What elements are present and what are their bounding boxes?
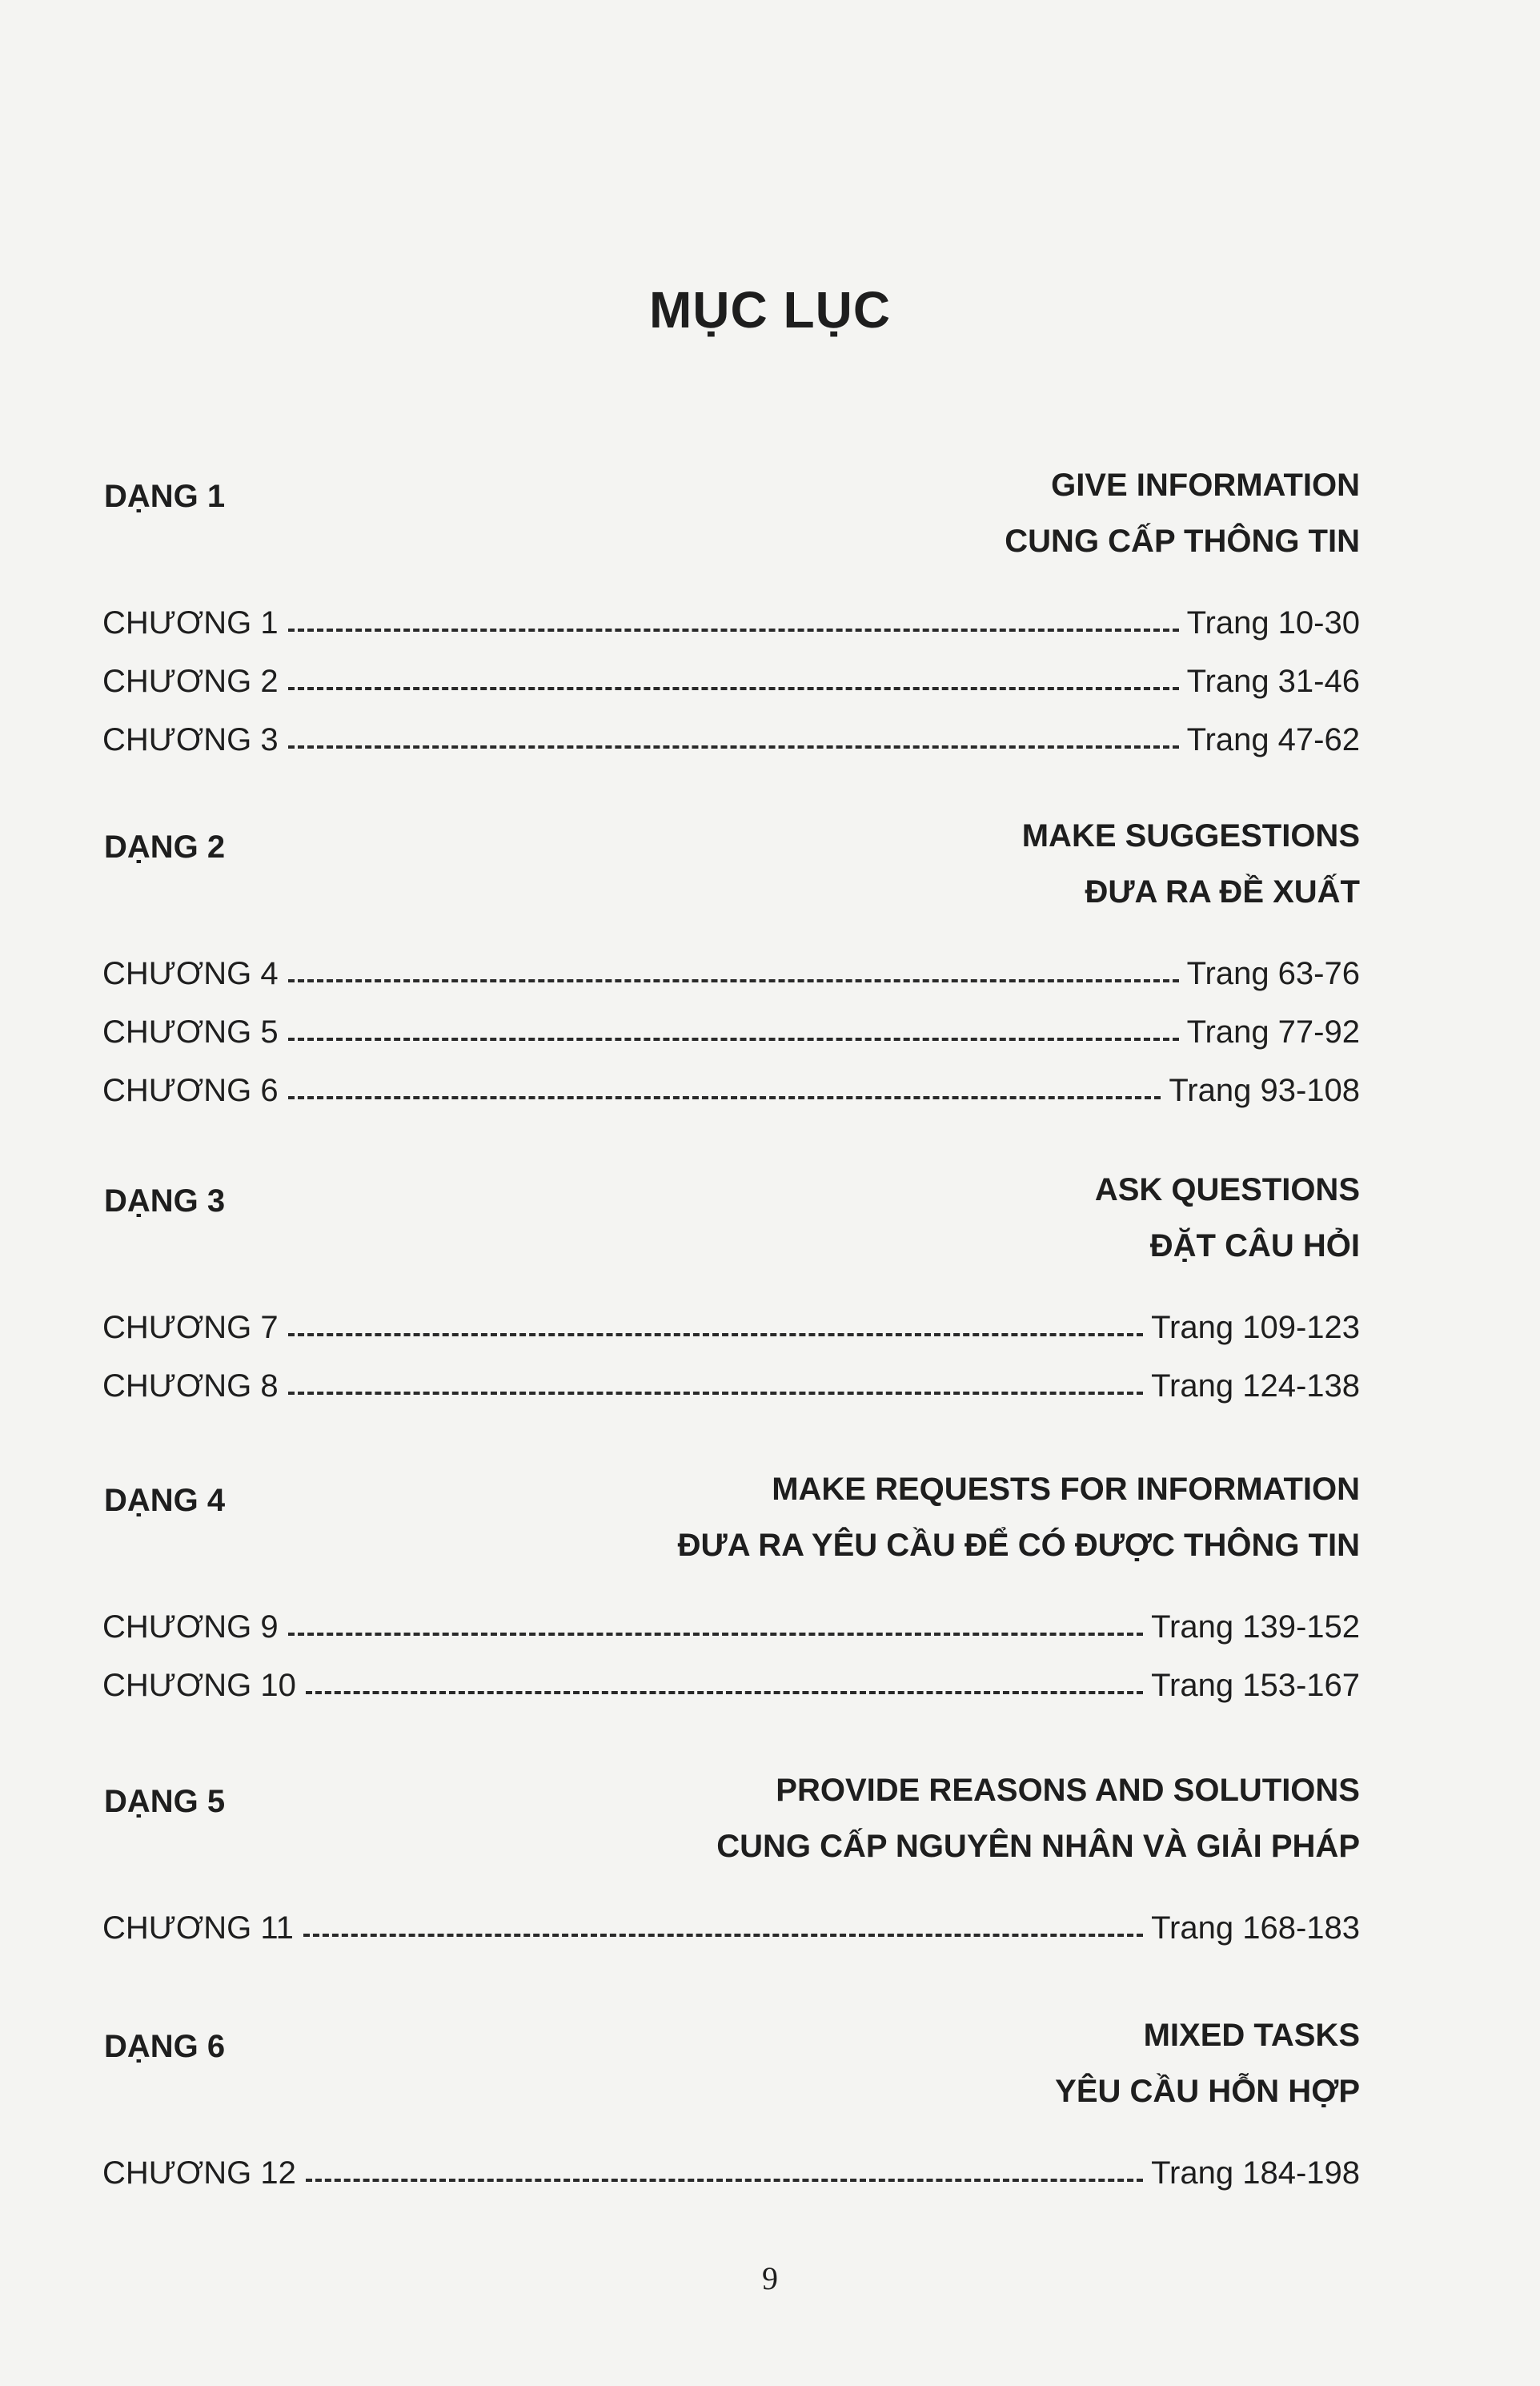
chapter-list bbox=[102, 934, 1360, 1109]
chapter-name: CHƯƠNG 9 bbox=[102, 1609, 279, 1645]
chapter-name: CHƯƠNG 2 bbox=[102, 664, 279, 699]
section-label: DẠNG 5 bbox=[104, 1784, 226, 1819]
section-label: DẠNG 3 bbox=[104, 1183, 226, 1219]
chapter-list bbox=[102, 1287, 1360, 1404]
section-title-en: MAKE REQUESTS FOR INFORMATION bbox=[772, 1472, 1360, 1507]
chapter-name: CHƯƠNG 1 bbox=[102, 605, 279, 641]
dot-leader bbox=[288, 1333, 1143, 1336]
section-title-en: PROVIDE REASONS AND SOLUTIONS bbox=[776, 1773, 1360, 1808]
section-title-en: ASK QUESTIONS bbox=[1094, 1172, 1360, 1207]
chapter-pages: Trang 10-30 bbox=[1186, 605, 1360, 641]
chapter-name: CHƯƠNG 7 bbox=[102, 1310, 279, 1345]
section-title-vi: ĐẶT CÂU HỎI bbox=[1149, 1228, 1360, 1263]
section-label: DẠNG 2 bbox=[104, 829, 226, 865]
chapter-pages: Trang 139-152 bbox=[1151, 1609, 1360, 1645]
section-title-vi: ĐƯA RA YÊU CẦU ĐỂ CÓ ĐƯỢC THÔNG TIN bbox=[677, 1528, 1360, 1563]
section-label: DẠNG 1 bbox=[104, 479, 226, 514]
chapter-row[interactable] bbox=[102, 992, 1360, 1050]
dot-leader bbox=[288, 1096, 1161, 1099]
dot-leader bbox=[288, 745, 1179, 749]
chapter-pages: Trang 31-46 bbox=[1186, 664, 1360, 699]
chapter-name: CHƯƠNG 11 bbox=[102, 1910, 294, 1946]
chapter-list bbox=[102, 583, 1360, 758]
chapter-name: CHƯƠNG 8 bbox=[102, 1368, 279, 1404]
chapter-row[interactable] bbox=[102, 1346, 1360, 1404]
section-label: DẠNG 4 bbox=[104, 1483, 226, 1518]
dot-leader bbox=[288, 1392, 1143, 1395]
chapter-pages: Trang 47-62 bbox=[1186, 722, 1360, 757]
section-title-vi: ĐƯA RA ĐỀ XUẤT bbox=[1085, 874, 1360, 910]
chapter-name: CHƯƠNG 4 bbox=[102, 956, 279, 991]
chapter-row[interactable] bbox=[102, 583, 1360, 641]
dot-leader bbox=[288, 687, 1179, 690]
chapter-name: CHƯƠNG 10 bbox=[102, 1668, 296, 1703]
dot-leader bbox=[288, 629, 1179, 632]
chapter-row[interactable] bbox=[102, 700, 1360, 758]
chapter-name: CHƯƠNG 3 bbox=[102, 722, 279, 757]
section-title-vi: CUNG CẤP THÔNG TIN bbox=[1005, 524, 1360, 559]
dot-leader bbox=[288, 979, 1179, 982]
section-title-en: MAKE SUGGESTIONS bbox=[1021, 818, 1360, 854]
chapter-pages: Trang 124-138 bbox=[1151, 1368, 1360, 1404]
chapter-row[interactable] bbox=[102, 934, 1360, 992]
chapter-row[interactable] bbox=[102, 1587, 1360, 1645]
page-number: 9 bbox=[762, 2260, 778, 2296]
chapter-pages: Trang 168-183 bbox=[1151, 1910, 1360, 1946]
dot-leader bbox=[288, 1038, 1179, 1041]
section-label: DẠNG 6 bbox=[104, 2029, 226, 2064]
chapter-row[interactable] bbox=[102, 2133, 1360, 2191]
chapter-pages: Trang 63-76 bbox=[1186, 956, 1360, 991]
dot-leader bbox=[288, 1633, 1143, 1636]
chapter-pages: Trang 109-123 bbox=[1151, 1310, 1360, 1345]
chapter-pages: Trang 184-198 bbox=[1151, 2155, 1360, 2191]
section-title-en: GIVE INFORMATION bbox=[1051, 468, 1360, 503]
chapter-list bbox=[102, 1587, 1360, 1704]
dot-leader bbox=[306, 2179, 1143, 2182]
chapter-pages: Trang 153-167 bbox=[1151, 1668, 1360, 1703]
section-title-en: MIXED TASKS bbox=[1143, 2018, 1360, 2053]
chapter-name: CHƯƠNG 5 bbox=[102, 1014, 279, 1050]
chapter-name: CHƯƠNG 12 bbox=[102, 2155, 296, 2191]
chapter-pages: Trang 77-92 bbox=[1186, 1014, 1360, 1050]
section-title-vi: CUNG CẤP NGUYÊN NHÂN VÀ GIẢI PHÁP bbox=[716, 1829, 1360, 1864]
page-title: MỤC LỤC bbox=[648, 281, 892, 339]
dot-leader bbox=[306, 1691, 1143, 1694]
chapter-row[interactable] bbox=[102, 1287, 1360, 1346]
chapter-row[interactable] bbox=[102, 1888, 1360, 1946]
chapter-list bbox=[102, 1888, 1360, 1946]
chapter-pages: Trang 93-108 bbox=[1169, 1073, 1360, 1108]
chapter-row[interactable] bbox=[102, 641, 1360, 700]
chapter-name: CHƯƠNG 6 bbox=[102, 1073, 279, 1108]
chapter-list bbox=[102, 2133, 1360, 2191]
section-title-vi: YÊU CẦU HỖN HỢP bbox=[1055, 2074, 1360, 2109]
chapter-row[interactable] bbox=[102, 1645, 1360, 1704]
dot-leader bbox=[303, 1934, 1143, 1937]
chapter-row[interactable] bbox=[102, 1050, 1360, 1109]
